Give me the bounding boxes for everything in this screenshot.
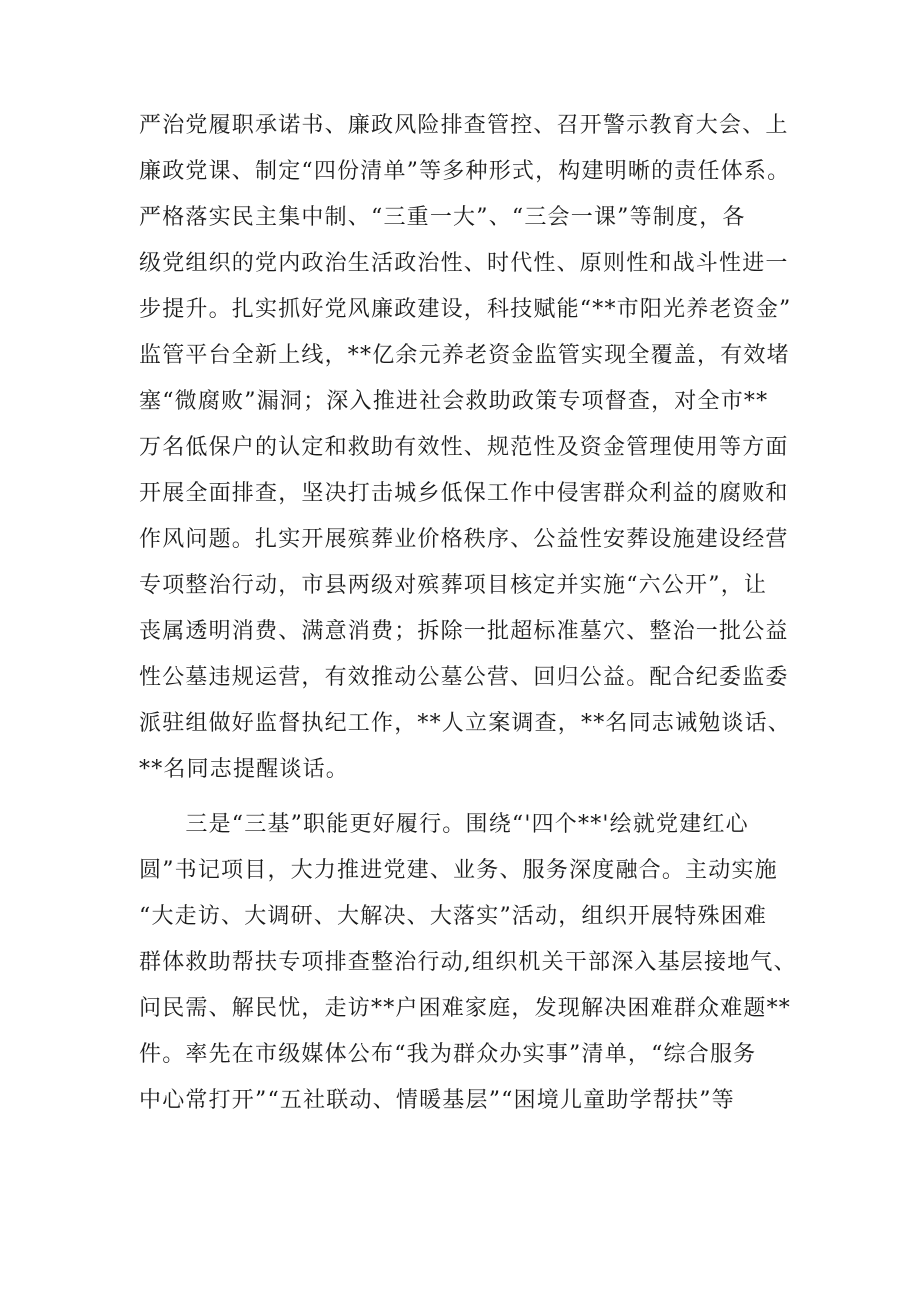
- text-line: 严治党履职承诺书、廉政风险排查管控、召开警示教育大会、上: [139, 113, 789, 138]
- text-line: **名同志提醒谈话。: [139, 757, 350, 782]
- text-line: 级党组织的党内政治生活政治性、时代性、原则性和战斗性进一: [139, 251, 789, 276]
- text-line: 专项整治行动，市县两级对殡葬项目核定并实施“六公开”，让: [139, 573, 768, 598]
- text-line: 开展全面排查，坚决打击城乡低保工作中侵害群众利益的腐败和: [139, 481, 789, 506]
- text-line: 群体救助帮扶专项排查整治行动,组织机关干部深入基层接地气、: [139, 950, 797, 975]
- paragraph-1: [139, 103, 799, 793]
- document-body: [139, 103, 799, 1124]
- text-line: 严格落实民主集中制、“三重一大”、“三会一课”等制度，各: [139, 205, 746, 230]
- text-line: 万名低保户的认定和救助有效性、规范性及资金管理使用等方面: [139, 435, 789, 460]
- text-line: 性公墓违规运营，有效推动公墓公营、回归公益。配合纪委监委: [139, 665, 789, 690]
- text-line: “大走访、大调研、大解决、大落实”活动，组织开展特殊困难: [139, 904, 768, 929]
- text-line: 作风问题。扎实开展殡葬业价格秩序、公益性安葬设施建设经营: [139, 527, 789, 552]
- text-line: 三是“三基”职能更好履行。围绕“'四个**'绘就党建红心: [139, 812, 749, 837]
- text-line: 廉政党课、制定“四份清单”等多种形式，构建明晰的责任体系。: [139, 159, 791, 184]
- text-line: 中心常打开”“五社联动、情暖基层”“困境儿童助学帮扶”等: [139, 1088, 735, 1113]
- text-line: 派驻组做好监督执纪工作，**人立案调查，**名同志诫勉谈话、: [139, 711, 792, 736]
- text-line: 问民需、解民忧，走访**户困难家庭，发现解决困难群众难题**: [139, 996, 792, 1021]
- paragraph-gap: [139, 793, 799, 802]
- text-line: 监管平台全新上线，**亿余元养老资金监管实现全覆盖，有效堵: [139, 343, 790, 368]
- text-line: 步提升。扎实抓好党风廉政建设，科技赋能“**市阳光养老资金”: [139, 297, 792, 322]
- text-line: 圆”书记项目，大力推进党建、业务、服务深度融合。主动实施: [139, 858, 778, 883]
- text-line: 件。率先在市级媒体公布“我为群众办实事”清单，“综合服务: [139, 1042, 757, 1067]
- paragraph-2: [139, 802, 799, 1124]
- text-line: 丧属透明消费、满意消费；拆除一批超标准墓穴、整治一批公益: [139, 619, 789, 644]
- text-line: 塞“微腐败”漏洞；深入推进社会救助政策专项督查，对全市**: [139, 389, 769, 414]
